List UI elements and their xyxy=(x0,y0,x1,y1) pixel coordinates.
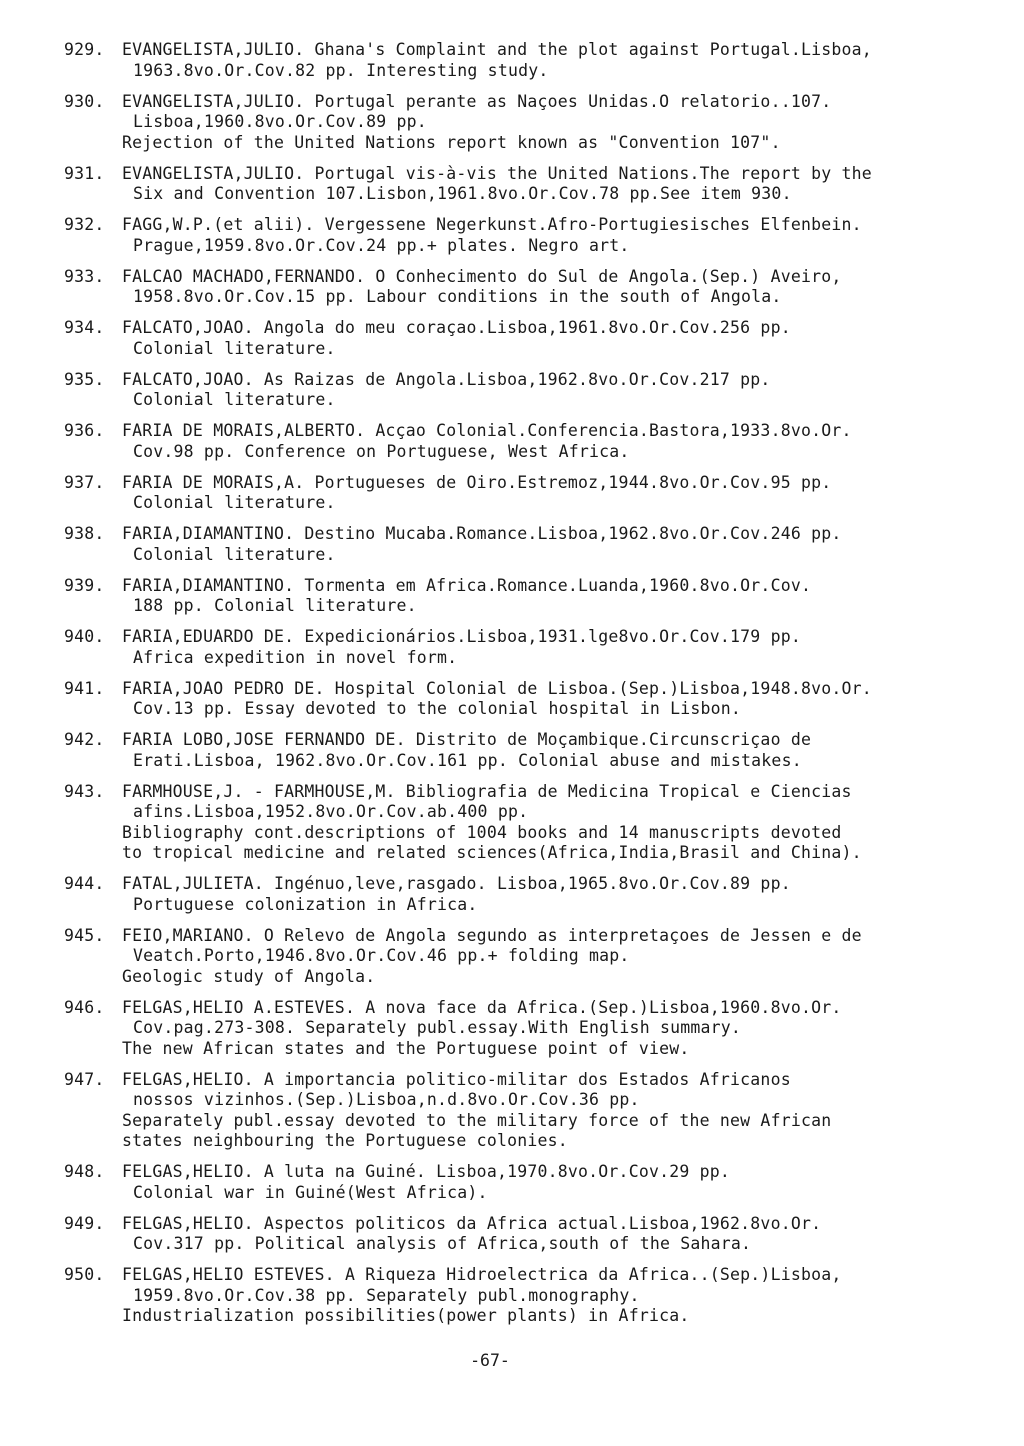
bibliography-entry xyxy=(64,730,964,771)
entry-text xyxy=(122,215,964,256)
entry-line: Bibliography cont.descriptions of 1004 books and 14 manuscripts devoted xyxy=(122,822,842,842)
entry-line: Colonial literature. xyxy=(133,544,336,564)
entry-line: FELGAS,HELIO. Aspectos politicos da Africa actual.Lisboa,1962.8vo.Or. xyxy=(122,1213,822,1233)
entry-line: FELGAS,HELIO ESTEVES. A Riqueza Hidroelectrica da Africa..(Sep.)Lisboa, xyxy=(122,1265,842,1284)
entry-text xyxy=(122,421,964,462)
entry-text xyxy=(122,318,964,359)
entry-text xyxy=(122,1162,964,1203)
entry-text xyxy=(122,926,964,988)
bibliography-entry xyxy=(64,679,964,720)
entry-line: FALCATO,JOAO. As Raizas de Angola.Lisboa,1962.8vo.Or.Cov.217 pp. xyxy=(122,369,771,389)
entry-text xyxy=(122,679,964,720)
bibliography-entry xyxy=(64,421,964,462)
entry-line: EVANGELISTA,JULIO. Portugal vis-à-vis the United Nations.The report by the xyxy=(122,163,872,183)
entry-line: Separately publ.essay devoted to the military force of the new African xyxy=(122,1110,832,1130)
entry-number: 929. xyxy=(64,40,105,59)
entry-line: Industrialization possibilities(power plants) in Africa. xyxy=(122,1306,690,1325)
entry-number: 934. xyxy=(64,318,105,337)
entry-line: FARIA,JOAO PEDRO DE. Hospital Colonial de Lisboa.(Sep.)Lisboa,1948.8vo.Or. xyxy=(122,678,872,698)
entry-number: 944. xyxy=(64,874,105,893)
entry-text xyxy=(122,576,964,617)
entry-number: 946. xyxy=(64,997,105,1017)
entry-number: 942. xyxy=(64,730,105,749)
entry-number: 949. xyxy=(64,1213,105,1233)
entry-text xyxy=(122,782,964,864)
entry-number: 938. xyxy=(64,524,105,543)
entry-line: Colonial literature. xyxy=(133,390,336,409)
entry-line: FELGAS,HELIO. A luta na Guiné. Lisboa,1970.8vo.Or.Cov.29 pp. xyxy=(122,1162,731,1181)
entry-line: FAGG,W.P.(et alii). Vergessene Negerkunst.Afro-Portugiesisches Elfenbein. xyxy=(122,215,862,234)
entry-text xyxy=(122,627,964,668)
entry-number: 936. xyxy=(64,421,105,440)
bibliography-entry xyxy=(64,1162,964,1203)
entry-text xyxy=(122,370,964,411)
entry-line: 1963.8vo.Or.Cov.82 pp. Interesting study. xyxy=(133,60,549,80)
entry-line: Portuguese colonization in Africa. xyxy=(133,894,478,914)
bibliography-entry xyxy=(64,92,964,154)
entry-line: Cov.pag.273-308. Separately publ.essay.With English summary. xyxy=(133,1018,742,1037)
bibliography-entries xyxy=(64,40,964,1337)
bibliography-entry xyxy=(64,164,964,205)
entry-line: Veatch.Porto,1946.8vo.Or.Cov.46 pp.+ folding map. xyxy=(133,946,630,965)
entry-line: FARIA,DIAMANTINO. Destino Mucaba.Romance.Lisboa,1962.8vo.Or.Cov.246 pp. xyxy=(122,524,842,543)
entry-line: FEIO,MARIANO. O Relevo de Angola segundo as interpretaçoes de Jessen e de xyxy=(122,925,862,945)
bibliography-entry xyxy=(64,215,964,256)
bibliography-entry xyxy=(64,998,964,1060)
entry-line: Cov.13 pp. Essay devoted to the colonial hospital in Lisbon. xyxy=(133,699,742,718)
entry-number: 945. xyxy=(64,925,105,945)
entry-line: Africa expedition in novel form. xyxy=(133,647,458,667)
entry-line: 1958.8vo.Or.Cov.15 pp. Labour conditions in the south of Angola. xyxy=(133,287,782,306)
entry-line: Prague,1959.8vo.Or.Cov.24 pp.+ plates. Negro art. xyxy=(133,235,630,255)
entry-number: 939. xyxy=(64,575,105,595)
entry-number: 943. xyxy=(64,781,105,801)
bibliography-entry xyxy=(64,40,964,81)
entry-line: Colonial war in Guiné(West Africa). xyxy=(133,1182,488,1202)
entry-number: 940. xyxy=(64,627,105,646)
bibliography-entry xyxy=(64,874,964,915)
bibliography-entry xyxy=(64,1214,964,1255)
bibliography-entry xyxy=(64,1265,964,1327)
page-number: -67- xyxy=(470,1351,510,1370)
bibliography-entry xyxy=(64,524,964,565)
entry-text xyxy=(122,40,964,81)
entry-line: FELGAS,HELIO A.ESTEVES. A nova face da Africa.(Sep.)Lisboa,1960.8vo.Or. xyxy=(122,997,842,1017)
entry-text xyxy=(122,1265,964,1327)
entry-text xyxy=(122,874,964,915)
entry-number: 948. xyxy=(64,1162,105,1181)
entry-line: The new African states and the Portuguese point of view. xyxy=(122,1038,690,1058)
entry-line: Rejection of the United Nations report known as "Convention 107". xyxy=(122,132,781,152)
entry-text xyxy=(122,1070,964,1152)
entry-number: 933. xyxy=(64,266,105,286)
entry-line: Colonial literature. xyxy=(133,338,336,358)
entry-line: afins.Lisboa,1952.8vo.Or.Cov.ab.400 pp. xyxy=(133,802,529,821)
entry-line: FARIA DE MORAIS,ALBERTO. Acçao Colonial.Conferencia.Bastora,1933.8vo.Or. xyxy=(122,421,852,440)
bibliography-entry xyxy=(64,318,964,359)
bibliography-entry xyxy=(64,576,964,617)
entry-line: FATAL,JULIETA. Ingénuo,leve,rasgado. Lisboa,1965.8vo.Or.Cov.89 pp. xyxy=(122,874,791,893)
entry-text xyxy=(122,998,964,1060)
entry-text xyxy=(122,1214,964,1255)
entry-number: 950. xyxy=(64,1265,105,1284)
entry-number: 947. xyxy=(64,1069,105,1089)
entry-line: FALCATO,JOAO. Angola do meu coraçao.Lisboa,1961.8vo.Or.Cov.256 pp. xyxy=(122,318,791,337)
entry-text xyxy=(122,267,964,308)
entry-number: 935. xyxy=(64,369,105,389)
entry-text xyxy=(122,730,964,771)
entry-line: FARIA DE MORAIS,A. Portugueses de Oiro.Estremoz,1944.8vo.Or.Cov.95 pp. xyxy=(122,472,832,492)
entry-line: 1959.8vo.Or.Cov.38 pp. Separately publ.monography. xyxy=(133,1285,640,1305)
entry-line: 188 pp. Colonial literature. xyxy=(133,596,417,615)
entry-text xyxy=(122,92,964,154)
entry-line: Lisboa,1960.8vo.Or.Cov.89 pp. xyxy=(133,112,427,131)
entry-number: 931. xyxy=(64,163,105,183)
entry-number: 932. xyxy=(64,215,105,234)
entry-line: Geologic study of Angola. xyxy=(122,966,376,986)
entry-number: 937. xyxy=(64,472,105,492)
bibliography-entry xyxy=(64,926,964,988)
entry-text xyxy=(122,164,964,205)
entry-line: Cov.317 pp. Political analysis of Africa,south of the Sahara. xyxy=(133,1234,752,1253)
entry-line: states neighbouring the Portuguese colonies. xyxy=(122,1131,568,1150)
entry-line: FALCAO MACHADO,FERNANDO. O Conhecimento do Sul de Angola.(Sep.) Aveiro, xyxy=(122,266,842,286)
entry-line: Colonial literature. xyxy=(133,493,336,512)
entry-line: FELGAS,HELIO. A importancia politico-militar dos Estados Africanos xyxy=(122,1069,791,1089)
entry-line: FARIA,DIAMANTINO. Tormenta em Africa.Romance.Luanda,1960.8vo.Or.Cov. xyxy=(122,575,812,595)
entry-text xyxy=(122,473,964,514)
bibliography-entry xyxy=(64,473,964,514)
entry-line: FARIA LOBO,JOSE FERNANDO DE. Distrito de Moçambique.Circunscriçao de xyxy=(122,730,812,749)
entry-line: nossos vizinhos.(Sep.)Lisboa,n.d.8vo.Or.Cov.36 pp. xyxy=(133,1090,640,1109)
entry-line: Cov.98 pp. Conference on Portuguese, West Africa. xyxy=(133,441,630,461)
entry-line: Six and Convention 107.Lisbon,1961.8vo.Or.Cov.78 pp.See item 930. xyxy=(133,184,792,203)
bibliography-entry xyxy=(64,1070,964,1152)
entry-line: EVANGELISTA,JULIO. Ghana's Complaint and the plot against Portugal.Lisboa, xyxy=(122,40,872,59)
entry-line: FARIA,EDUARDO DE. Expedicionários.Lisboa,1931.lge8vo.Or.Cov.179 pp. xyxy=(122,627,801,646)
entry-number: 930. xyxy=(64,91,105,111)
bibliography-entry xyxy=(64,267,964,308)
entry-line: to tropical medicine and related sciences(Africa,India,Brasil and China). xyxy=(122,843,862,862)
entry-number: 941. xyxy=(64,678,105,698)
entry-line: Erati.Lisboa, 1962.8vo.Or.Cov.161 pp. Colonial abuse and mistakes. xyxy=(133,750,802,770)
bibliography-entry xyxy=(64,782,964,864)
entry-line: FARMHOUSE,J. - FARMHOUSE,M. Bibliografia de Medicina Tropical e Ciencias xyxy=(122,781,852,801)
bibliography-entry xyxy=(64,627,964,668)
entry-line: EVANGELISTA,JULIO. Portugal perante as Naçoes Unidas.O relatorio..107. xyxy=(122,91,832,111)
bibliography-entry xyxy=(64,370,964,411)
entry-text xyxy=(122,524,964,565)
